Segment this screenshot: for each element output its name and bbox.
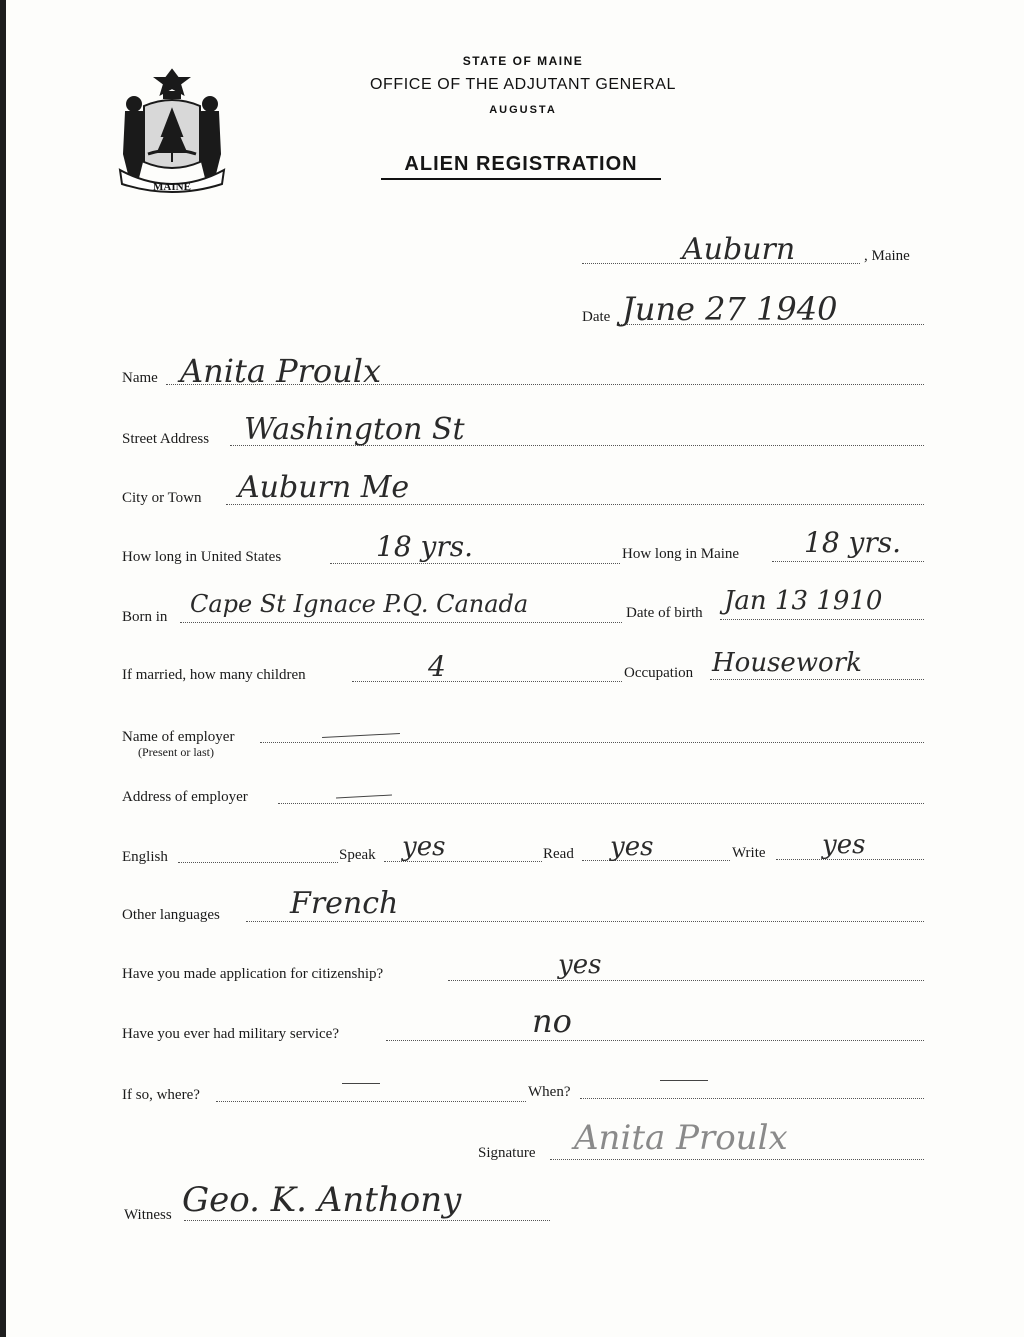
children-label: If married, how many children bbox=[122, 667, 306, 683]
english-label: English bbox=[122, 849, 168, 865]
seal-text: MAINE bbox=[153, 181, 191, 193]
where-line[interactable] bbox=[216, 1101, 526, 1102]
form-title: ALIEN REGISTRATION bbox=[381, 153, 661, 180]
name-value[interactable]: Anita Proulx bbox=[180, 352, 382, 390]
us-time-label: How long in United States bbox=[122, 549, 282, 565]
signature-value[interactable]: Anita Proulx bbox=[574, 1118, 788, 1158]
read-value[interactable]: yes bbox=[610, 832, 654, 862]
citizenship-line bbox=[448, 980, 924, 981]
town-suffix: , Maine bbox=[864, 248, 910, 264]
city-label: City or Town bbox=[122, 490, 202, 506]
children-value[interactable]: 4 bbox=[428, 650, 446, 683]
witness-value[interactable]: Geo. K. Anthony bbox=[182, 1180, 462, 1220]
employer-line[interactable] bbox=[260, 742, 924, 743]
witness-line bbox=[184, 1220, 550, 1221]
dob-label: Date of birth bbox=[626, 605, 703, 621]
employer-label: Name of employer bbox=[122, 729, 235, 745]
employer-sublabel: (Present or last) bbox=[138, 745, 214, 759]
maine-time-label: How long in Maine bbox=[622, 546, 740, 562]
us-time-line bbox=[330, 563, 620, 564]
date-label: Date bbox=[582, 309, 611, 325]
born-label: Born in bbox=[122, 609, 168, 625]
signature-line bbox=[550, 1159, 924, 1160]
town-value[interactable]: Auburn bbox=[682, 232, 796, 267]
maine-time-line bbox=[772, 561, 924, 562]
employer-address-blank-dash bbox=[336, 795, 392, 799]
office-heading: OFFICE OF THE ADJUTANT GENERAL bbox=[369, 76, 677, 93]
other-languages-value[interactable]: French bbox=[290, 886, 399, 921]
english-line bbox=[178, 862, 338, 863]
witness-label: Witness bbox=[124, 1207, 172, 1223]
occupation-label: Occupation bbox=[624, 665, 694, 681]
children-line bbox=[352, 681, 622, 682]
born-line bbox=[180, 622, 622, 623]
read-label: Read bbox=[543, 846, 574, 862]
military-value[interactable]: no bbox=[532, 1002, 572, 1040]
other-languages-line bbox=[246, 921, 924, 922]
street-value[interactable]: Washington St bbox=[244, 412, 465, 447]
write-label: Write bbox=[732, 845, 766, 861]
name-label: Name bbox=[122, 370, 158, 386]
military-label: Have you ever had military service? bbox=[122, 1026, 339, 1042]
city-value[interactable]: Auburn Me bbox=[238, 470, 410, 505]
city-heading: AUGUSTA bbox=[489, 104, 557, 116]
citizenship-value[interactable]: yes bbox=[558, 950, 602, 980]
employer-address-line[interactable] bbox=[278, 803, 924, 804]
street-label: Street Address bbox=[122, 431, 210, 447]
citizenship-label: Have you made application for citizenship? bbox=[122, 966, 384, 982]
us-time-value[interactable]: 18 yrs. bbox=[376, 530, 474, 563]
employer-address-label: Address of employer bbox=[122, 789, 248, 805]
occupation-line bbox=[710, 679, 924, 680]
maine-time-value[interactable]: 18 yrs. bbox=[804, 526, 902, 559]
employer-blank-dash bbox=[322, 733, 400, 738]
dob-value[interactable]: Jan 13 1910 bbox=[724, 586, 883, 616]
occupation-value[interactable]: Housework bbox=[712, 648, 862, 678]
date-value[interactable]: June 27 1940 bbox=[622, 290, 838, 328]
speak-value[interactable]: yes bbox=[402, 832, 446, 862]
dob-line bbox=[720, 619, 924, 620]
where-blank-dash bbox=[342, 1083, 380, 1084]
when-line[interactable] bbox=[580, 1098, 924, 1099]
military-line bbox=[386, 1040, 924, 1041]
read-line bbox=[582, 860, 730, 861]
write-value[interactable]: yes bbox=[822, 830, 866, 860]
signature-label: Signature bbox=[478, 1145, 536, 1161]
where-label: If so, where? bbox=[122, 1087, 200, 1103]
when-blank-dash bbox=[660, 1080, 708, 1081]
state-heading: STATE OF MAINE bbox=[462, 54, 584, 68]
born-value[interactable]: Cape St Ignace P.Q. Canada bbox=[190, 590, 529, 618]
speak-label: Speak bbox=[339, 847, 376, 863]
when-label: When? bbox=[528, 1084, 571, 1100]
other-languages-label: Other languages bbox=[122, 907, 220, 923]
